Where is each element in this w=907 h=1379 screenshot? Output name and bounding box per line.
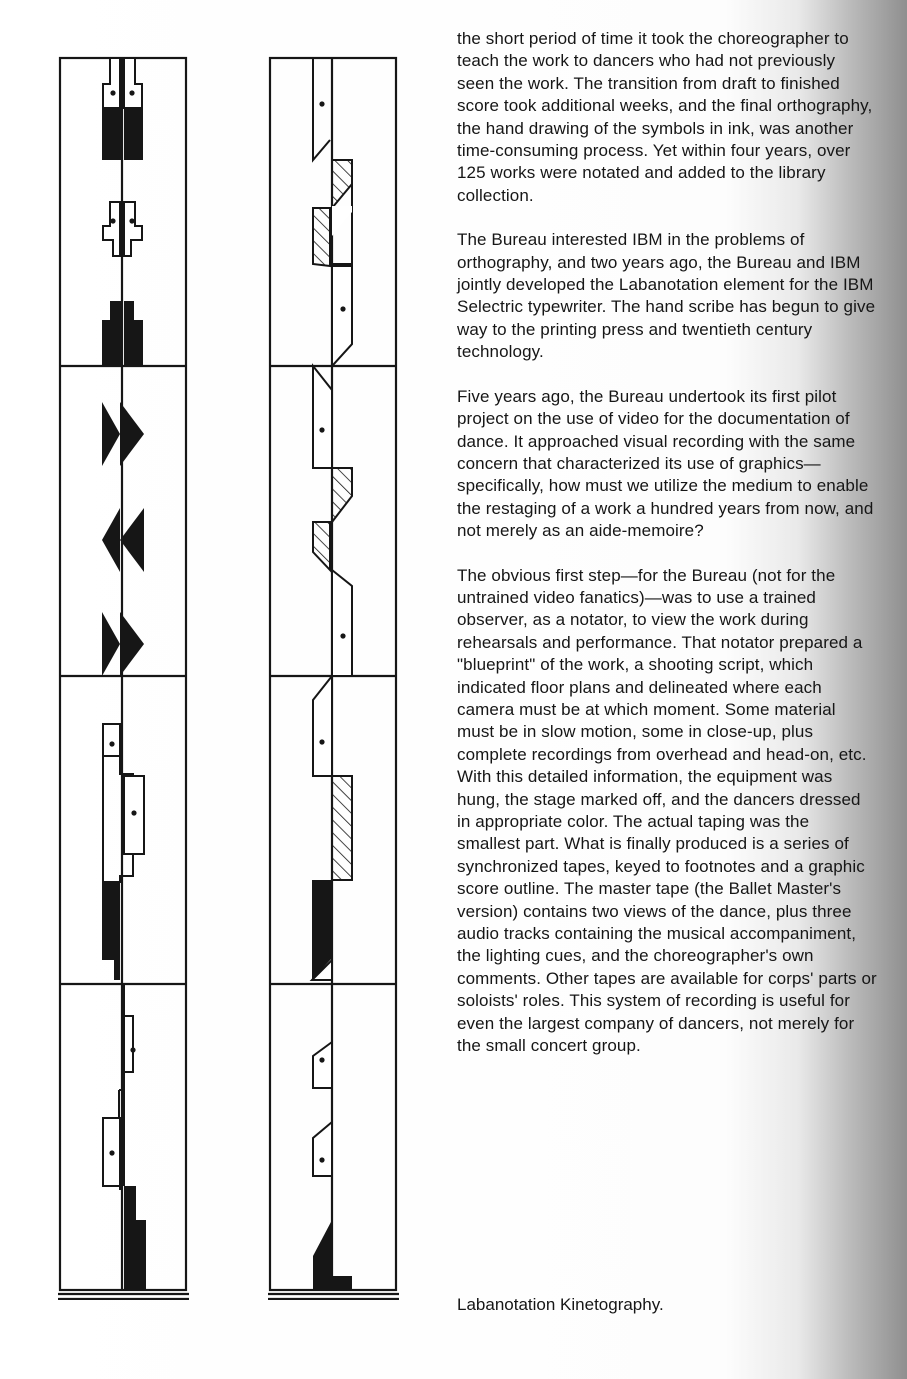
body-text-column xyxy=(457,28,877,1079)
labanotation-staff-right xyxy=(268,56,400,1300)
paragraph-2: The Bureau interested IBM in the problems of orthography, and two years ago, the Bureau and IBM jointly developed the Labanotation element for the IBM Selectric typewriter. The hand scribe has begun to give way to the printing press and twentieth century technology. xyxy=(457,230,876,362)
figure-caption: Labanotation Kinetography. xyxy=(457,1295,664,1314)
labanotation-staff-left xyxy=(58,56,190,1300)
paragraph-4: The obvious first step—for the Bureau (not for the untrained video fanatics)—was to use a trained observer, as a notator, to view the work during rehearsals and performance. That notator prepared a "blueprint" of the work, a shooting script, which indicated floor plans and delineated where each camera must be at which moment. Some material must be in slow motion, some in close-up, plus complete recordings from overhead and head-on, etc. With this detailed information, the equipment was hung, the stage marked off, and the dancers dressed in appropriate color. The actual taping was the smallest part. What is finally produced is a series of synchronized tapes, keyed to footnotes and a graphic score outline. The master tape (the Ballet Master's version) contains two views of the dance, plus three audio tracks containing the musical accompaniment, the lighting cues, and the choreographer's own comments. Other tapes are available for corps' parts or soloists' roles. This system of recording is useful for even the largest company of dancers, not merely for the small concert group. xyxy=(457,565,877,1056)
labanotation-staff-right-drawing xyxy=(268,56,400,1300)
paragraph-3: Five years ago, the Bureau undertook its first pilot project on the use of video for the documentation of dance. It approached visual recording with the same concern that characterized its use of graphics—specifically, how must we utilize the medium to enable the restaging of a work a hundred years from now, and not merely as an aide-memoire? xyxy=(457,386,874,541)
labanotation-staff-left-drawing xyxy=(58,56,190,1300)
paragraph-1: the short period of time it took the choreographer to teach the work to dancers who had not previously seen the work. The transition from draft to finished score took additional weeks, and the final orthography, the hand drawing of the symbols in ink, was another time-consuming process. Yet within four years, over 125 works were notated and added to the library collection. xyxy=(457,29,873,205)
